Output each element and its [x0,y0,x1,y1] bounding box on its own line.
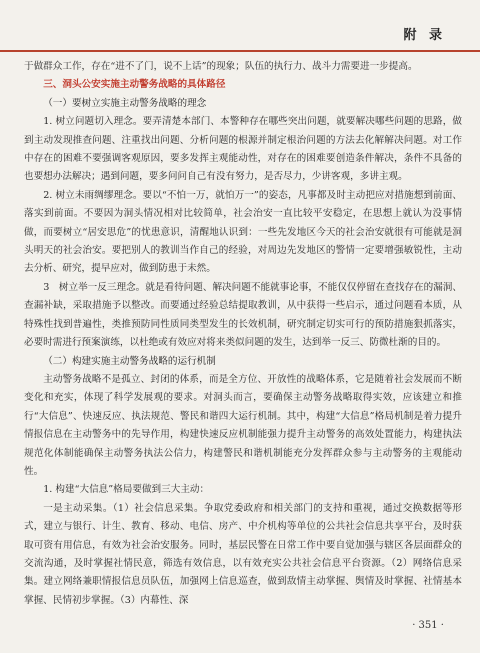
paragraph: 于做群众工作，存在“进不了门，说不上话”的现象；队伍的执行力、战斗力需要进一步提高。 [24,61,418,72]
paragraph: 1. 构建“大信息”格局要做到三大主动： [43,484,210,496]
paragraph: 2. 树立未雨绸缪理念。要以“不怕一万，就怕万一”的姿态，凡事都及时主动把应对措施想到前面、落实到前面。不要因为洞头情况相对比较简单，社会治安一直比较平安稳定，在思想上就认为没事情做，而要树立“居安思危”的忧患意识，清醒地认识到：一些先发地区今天的社会治安就很有可能就是洞头明天的社会治安。要把别人的教训当作自己的经验，对周边先发地区的警情一定要增强敏锐性，主动去分析、研究，提早应对，做到防患于未然。 [24,189,462,275]
paragraph: 主动警务战略不是孤立、封闭的体系，而是全方位、开放性的战略体系，它是随着社会发展而不断变化和充实，体现了科学发展观的要求。对洞头而言，要确保主动警务战略取得实效，应该建立和推行“大信息”、快速反应、执法规范、警民和谐四大运行机制。其中，构建“大信息”格局机制是着力提升情报信息在主动警务中的先导作用，构建快速反应机制能强力提升主动警务的高效处置能力，构建执法规范化体制能确保主动警务执法公信力，构建警民和谐机制能充分发挥群众参与主动警务的主观能动性。 [24,373,462,477]
paragraph: 3 树立举一反三理念。就是看待问题、解决问题不能就事论事，不能仅仅停留在查找存在的漏洞、查漏补缺，采取措施予以整改。而要通过经验总结提取教训，从中获得一些启示，通过问题看本质，从特殊性找到普遍性，类推预防同性质同类型发生的长效机制，研究制定切实可行的预防措施狠抓落实，必要时需进行预案演练，以杜绝或有效应对将来类似问题的发生，达到举一反三、防微杜渐的目的。 [24,281,462,349]
running-header [0,0,480,52]
body-text [24,58,462,610]
page-number: · 351 · [412,620,444,631]
paragraph: 1. 树立问题切入理念。要弄清楚本部门、本警种存在哪些突出问题，就要解决哪些问题的思路，做到主动发现推查问题、注重找出问题、分析问题的根源并制定根治问题的方法去化解解决问题。对工作中存在的困难不要强调客观原因，要多发挥主观能动性，对存在的困难要创造条件解决，条件不具备的也要想办法解决；遇到问题，要多问问自己有没有努力，是否尽力，少讲客观，多讲主观。 [24,116,462,183]
paragraph: 一是主动采集。（1）社会信息采集。争取党委政府和相关部门的支持和重视，通过交换数据等形式，建立与银行、计生、教育、移动、电信、房产、中介机构等单位的公共社会信息共享平台，及时获取可资有用信息，有效为社会治安服务。同时，基层民警在日常工作中要自觉加强与辖区各层面群众的交流沟通，及时掌握社情民意，筛选有效信息，以有效充实公共社会信息平台资源。（2）网络信息采集。建立网络兼职情报信息员队伍，加强网上信息巡查，做到敌情主动掌握、舆情及时掌握、社情基本掌握、民情初步掌握。（3）内幕性、深 [24,502,462,606]
section-heading: 三、洞头公安实施主动警务战略的具体路径 [43,79,226,91]
header-rule [0,50,480,52]
subsection-heading: （二）构建实施主动警务战略的运行机制 [43,355,216,367]
subsection-heading: （一）要树立实施主动警务战略的理念 [43,97,207,109]
header-title: 附 录 [403,28,446,43]
